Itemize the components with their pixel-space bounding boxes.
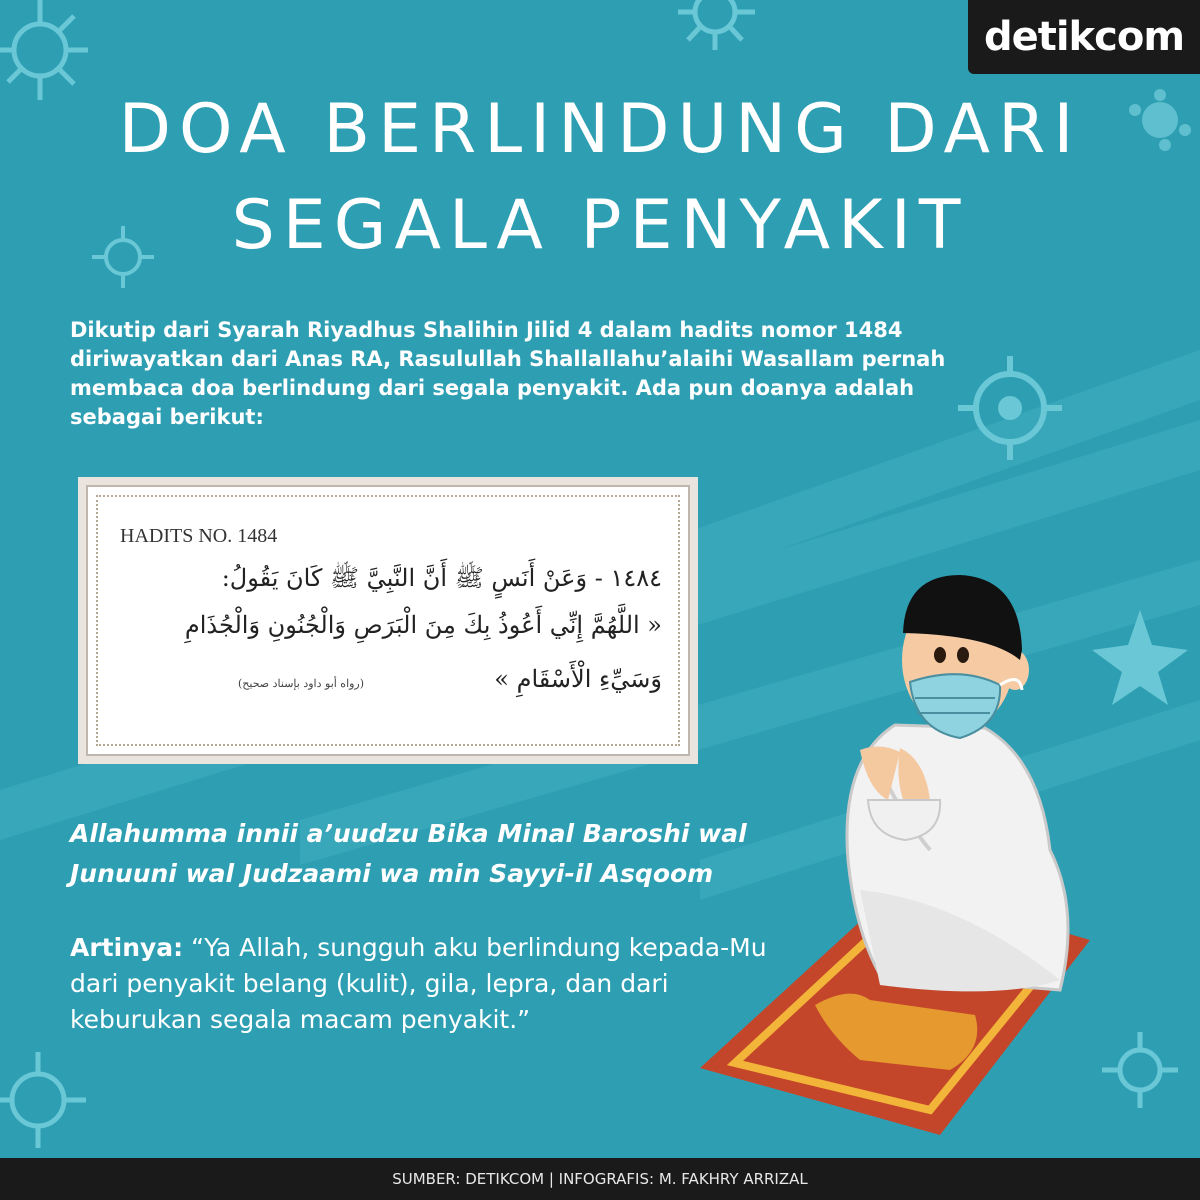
detikcom-logo[interactable]: [968, 0, 1200, 74]
title-line-2: SEGALA PENYAKIT: [231, 186, 969, 265]
footer-credits: SUMBER: DETIKCOM | INFOGRAFIS: M. FAKHRY ARRIZAL: [0, 1158, 1200, 1200]
meaning-label: Artinya:: [70, 933, 184, 962]
arabic-line-2: « اللَّهُمَّ إِنِّي أَعُوذُ بِكَ مِنَ الْبَرَصِ وَالْجُنُونِ وَالْجُذَامِ: [184, 611, 662, 639]
logo-text: detikcom: [983, 14, 1185, 60]
arabic-line-1: ١٤٨٤ - وَعَنْ أَنَسٍ ﷺ أَنَّ النَّبِيَّ ﷺ كَانَ يَقُولُ:: [221, 564, 662, 592]
transliteration: Allahumma innii a’uudzu Bika Minal Baroshi wal Junuuni wal Judzaami wa min Sayyi-il Asqoom: [70, 819, 747, 888]
arabic-line-3: وَسَيِّءِ الْأَسْقَامِ »: [494, 665, 662, 693]
meaning-text: “Ya Allah, sungguh aku berlindung kepada-Mu dari penyakit belang (kulit), gila, lepra, dan dari keburukan segala macam penyakit.”: [70, 933, 767, 1034]
hadith-card: [78, 477, 698, 764]
hadith-label: HADITS NO. 1484: [120, 525, 278, 547]
arabic-source-note: (رواه أبو داود بإسناد صحيح): [238, 677, 365, 690]
intro-paragraph: Dikutip dari Syarah Riyadhus Shalihin Jilid 4 dalam hadits nomor 1484 diriwayatkan dari Anas RA, Rasulullah Shallallahu’alaihi Wasallam pernah membaca doa berlindung dari segala penyakit. Ada pun doanya adalah sebagai berikut:: [70, 318, 946, 429]
meaning-paragraph: [70, 930, 770, 1038]
title-line-1: DOA BERLINDUNG DARI: [118, 90, 1082, 169]
